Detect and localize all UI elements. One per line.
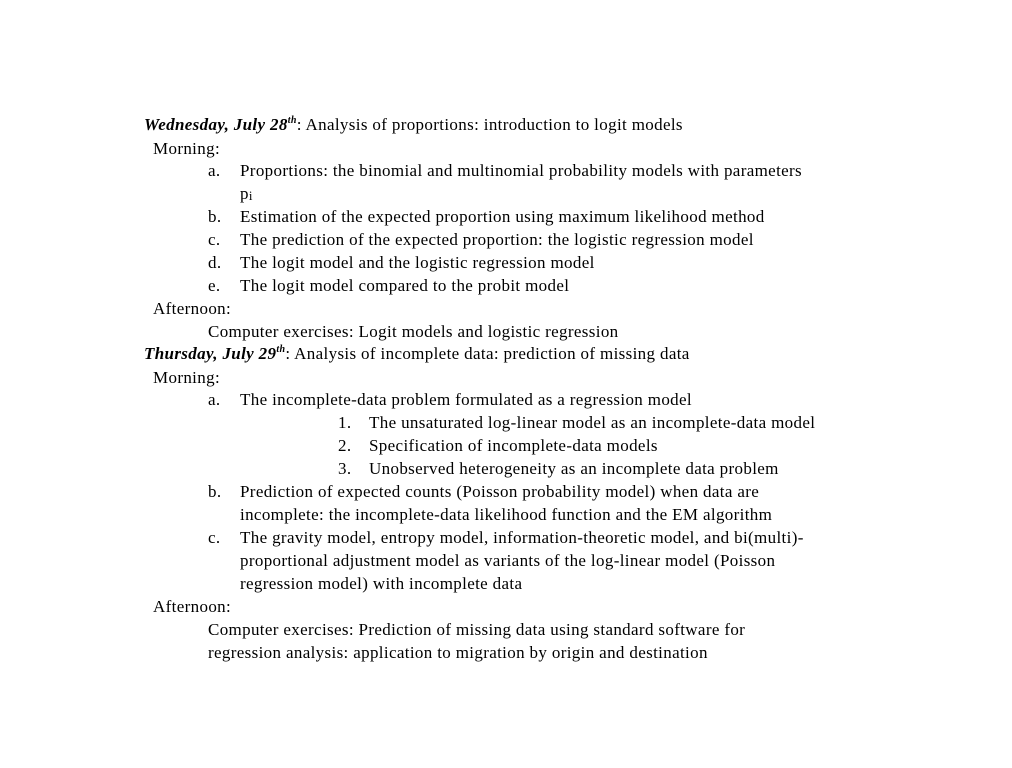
day-label: Wednesday, July 28 — [144, 115, 288, 134]
item-marker: e. — [208, 276, 221, 295]
item-text-continued: incomplete: the incomplete-data likelihood function and the EM algorithm — [240, 505, 773, 524]
sub-item-marker: 3. — [338, 459, 352, 478]
morning-label: Morning: — [153, 368, 221, 387]
sub-item-marker: 2. — [338, 436, 352, 455]
item-marker: c. — [208, 230, 221, 249]
item-text-continued: proportional adjustment model as variants of the log-linear model (Poisson — [240, 551, 776, 570]
item-marker: a. — [208, 161, 221, 180]
item-text: The logit model and the logistic regression model — [240, 253, 595, 272]
item-text: The prediction of the expected proportion: the logistic regression model — [240, 230, 754, 249]
afternoon-text: regression analysis: application to migration by origin and destination — [208, 643, 708, 662]
afternoon-text: Computer exercises: Prediction of missing data using standard software for — [208, 620, 746, 639]
session-title: : Analysis of proportions: introduction to logit models — [296, 115, 683, 134]
item-marker: b. — [208, 482, 222, 501]
item-marker: a. — [208, 390, 221, 409]
sub-item-text: Specification of incomplete-data models — [369, 436, 658, 455]
item-text: Proportions: the binomial and multinomial probability models with parameters — [240, 161, 803, 180]
item-text: The gravity model, entropy model, information-theoretic model, and bi(multi)- — [240, 528, 804, 547]
item-text: Estimation of the expected proportion using maximum likelihood method — [240, 207, 765, 226]
session-heading — [144, 115, 683, 135]
afternoon-label: Afternoon: — [153, 299, 232, 318]
sub-item-marker: 1. — [338, 413, 352, 432]
item-marker: c. — [208, 528, 221, 547]
item-text: The incomplete-data problem formulated as a regression model — [240, 390, 692, 409]
item-text: The logit model compared to the probit model — [240, 276, 570, 295]
item-marker: d. — [208, 253, 222, 272]
session-heading — [144, 344, 690, 364]
item-text: Prediction of expected counts (Poisson probability model) when data are — [240, 482, 760, 501]
afternoon-text: Computer exercises: Logit models and logistic regression — [208, 322, 619, 341]
day-superscript: th — [287, 115, 297, 126]
item-text-continued: regression model) with incomplete data — [240, 574, 523, 593]
sub-item-text: The unsaturated log-linear model as an incomplete-data model — [369, 413, 816, 432]
day-superscript: th — [276, 344, 286, 355]
day-label: Thursday, July 29 — [144, 344, 277, 363]
item-parameter: pi — [240, 184, 253, 203]
session-title: : Analysis of incomplete data: prediction of missing data — [285, 344, 690, 363]
morning-label: Morning: — [153, 139, 221, 158]
item-marker: b. — [208, 207, 222, 226]
afternoon-label: Afternoon: — [153, 597, 232, 616]
sub-item-text: Unobserved heterogeneity as an incomplete data problem — [369, 459, 779, 478]
